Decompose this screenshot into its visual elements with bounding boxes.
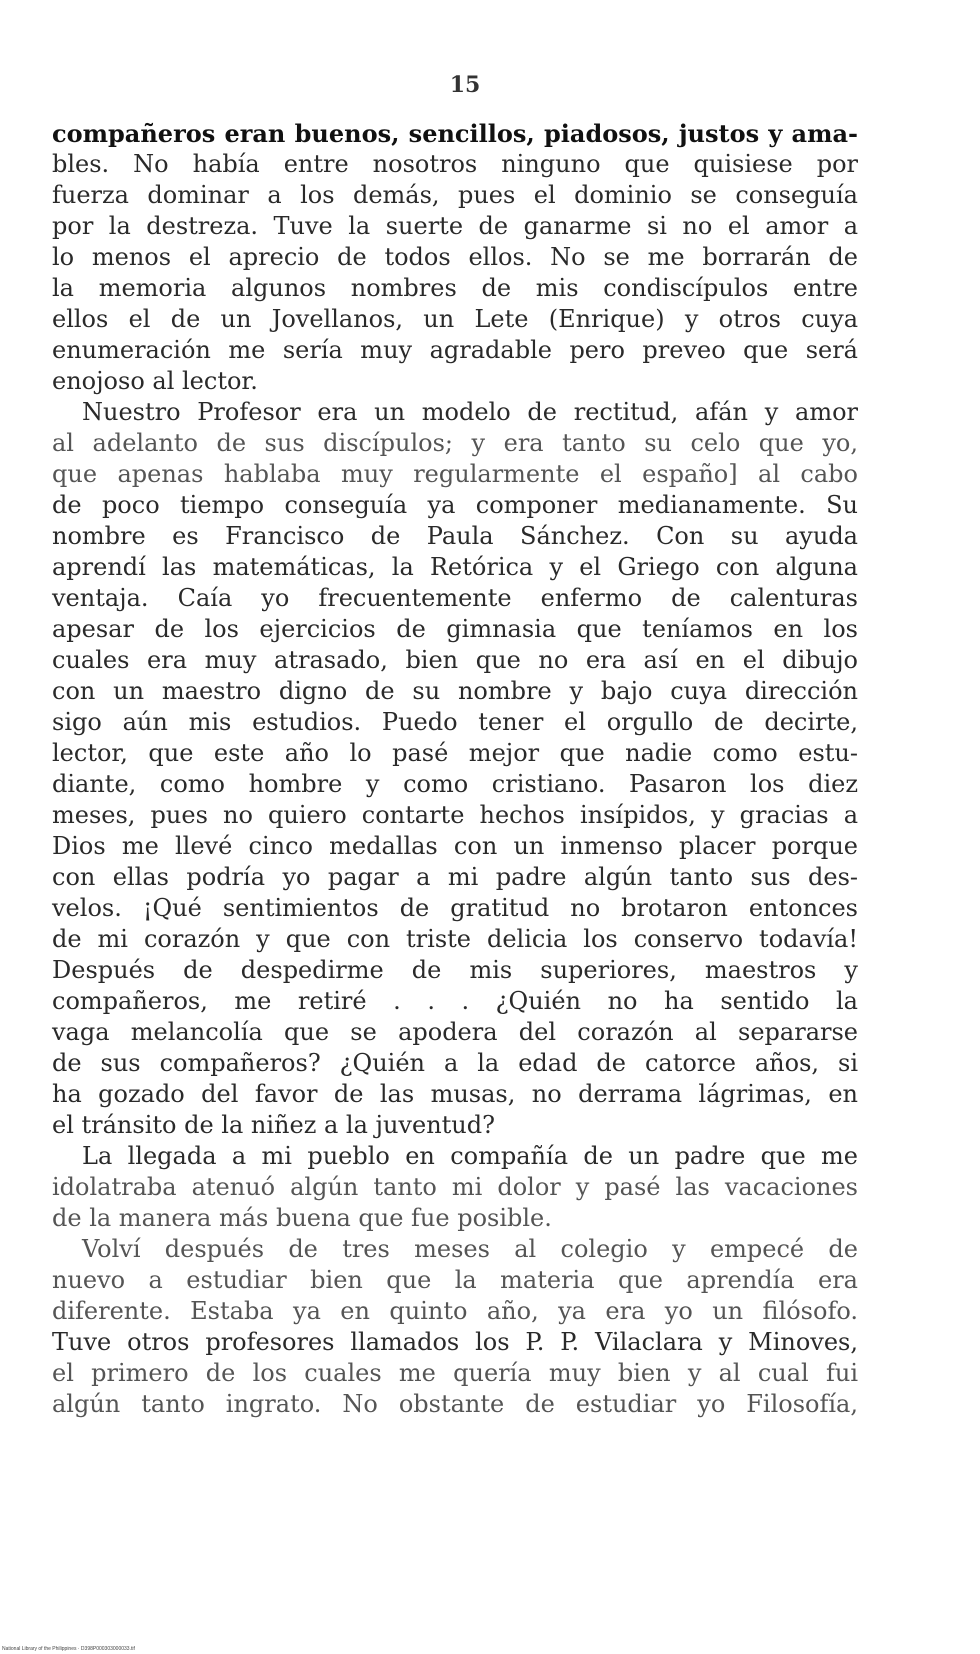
text-line: lo menos el aprecio de todos ellos. No se me borrarán de: [52, 243, 858, 271]
text-line: ventaja. Caía yo frecuentemente enfermo de calenturas: [52, 584, 858, 612]
text-line: cuales era muy atrasado, bien que no era así en el dibujo: [52, 646, 858, 674]
text-line: con ellas podría yo pagar a mi padre algún tanto sus des-: [52, 863, 858, 891]
text-line: la memoria algunos nombres de mis condiscípulos entre: [52, 274, 858, 302]
text-line: al adelanto de sus discípulos; y era tanto su celo que yo,: [52, 429, 858, 457]
text-line: idolatraba atenuó algún tanto mi dolor y pasé las vacaciones: [52, 1173, 858, 1201]
text-line: nombre es Francisco de Paula Sánchez. Con su ayuda: [52, 522, 858, 550]
text-line: vaga melancolía que se apodera del corazón al separarse: [52, 1018, 858, 1046]
text-line: algún tanto ingrato. No obstante de estudiar yo Filosofía,: [52, 1390, 858, 1418]
text-line: que apenas hablaba muy regularmente el españo] al cabo: [52, 460, 858, 488]
text-line: diferente. Estaba ya en quinto año, ya era yo un filósofo.: [52, 1297, 858, 1325]
text-line: bles. No había entre nosotros ninguno que quisiese por: [52, 150, 858, 178]
text-line: con un maestro digno de su nombre y bajo cuya dirección: [52, 677, 858, 705]
text-line: apesar de los ejercicios de gimnasia que teníamos en los: [52, 615, 858, 643]
text-line: ellos el de un Jovellanos, un Lete (Enrique) y otros cuya: [52, 305, 858, 333]
text-line: Dios me llevé cinco medallas con un inmenso placer porque: [52, 832, 858, 860]
text-line: de sus compañeros? ¿Quién a la edad de catorce años, si: [52, 1049, 858, 1077]
page-number: 15: [449, 72, 481, 98]
text-line: Después de despedirme de mis superiores, maestros y: [52, 956, 858, 984]
text-line: ha gozado del favor de las musas, no derrama lágrimas, en: [52, 1080, 858, 1108]
text-line: meses, pues no quiero contarte hechos insípidos, y gracias a: [52, 801, 858, 829]
text-line: el primero de los cuales me quería muy bien y al cual fui: [52, 1359, 858, 1387]
text-line: por la destreza. Tuve la suerte de ganarme si no el amor a: [52, 212, 858, 240]
text-line: Nuestro Profesor era un modelo de rectitud, afán y amor: [82, 398, 858, 426]
text-line: compañeros eran buenos, sencillos, piadosos, justos y ama-: [52, 119, 858, 148]
text-line: de poco tiempo conseguía ya componer medianamente. Su: [52, 491, 858, 519]
text-line: aprendí las matemáticas, la Retórica y el Griego con alguna: [52, 553, 858, 581]
text-line: enojoso al lector.: [52, 367, 258, 395]
text-line: compañeros, me retiré . . . ¿Quién no ha sentido la: [52, 987, 858, 1015]
text-line: fuerza dominar a los demás, pues el dominio se conseguía: [52, 181, 858, 209]
text-line: sigo aún mis estudios. Puedo tener el orgullo de decirte,: [52, 708, 858, 736]
body-text: [52, 118, 858, 1420]
text-line: La llegada a mi pueblo en compañía de un padre que me: [82, 1142, 858, 1170]
text-line: Tuve otros profesores llamados los P. P. Vilaclara y Minoves,: [52, 1328, 858, 1356]
text-line: lector, que este año lo pasé mejor que nadie como estu-: [52, 739, 858, 767]
text-line: Volví después de tres meses al colegio y empecé de: [82, 1235, 858, 1263]
text-line: nuevo a estudiar bien que la materia que aprendía era: [52, 1266, 858, 1294]
text-line: de mi corazón y que con triste delicia los conservo todavía!: [52, 925, 858, 953]
text-line: de la manera más buena que fue posible.: [52, 1204, 552, 1232]
text-line: velos. ¡Qué sentimientos de gratitud no brotaron entonces: [52, 894, 858, 922]
footer-source-label: National Library of the Philippines · D398P000303000033.tif: [2, 1646, 135, 1652]
text-line: diante, como hombre y como cristiano. Pasaron los diez: [52, 770, 858, 798]
text-line: el tránsito de la niñez a la juventud?: [52, 1111, 495, 1139]
text-line: enumeración me sería muy agradable pero preveo que será: [52, 336, 858, 364]
